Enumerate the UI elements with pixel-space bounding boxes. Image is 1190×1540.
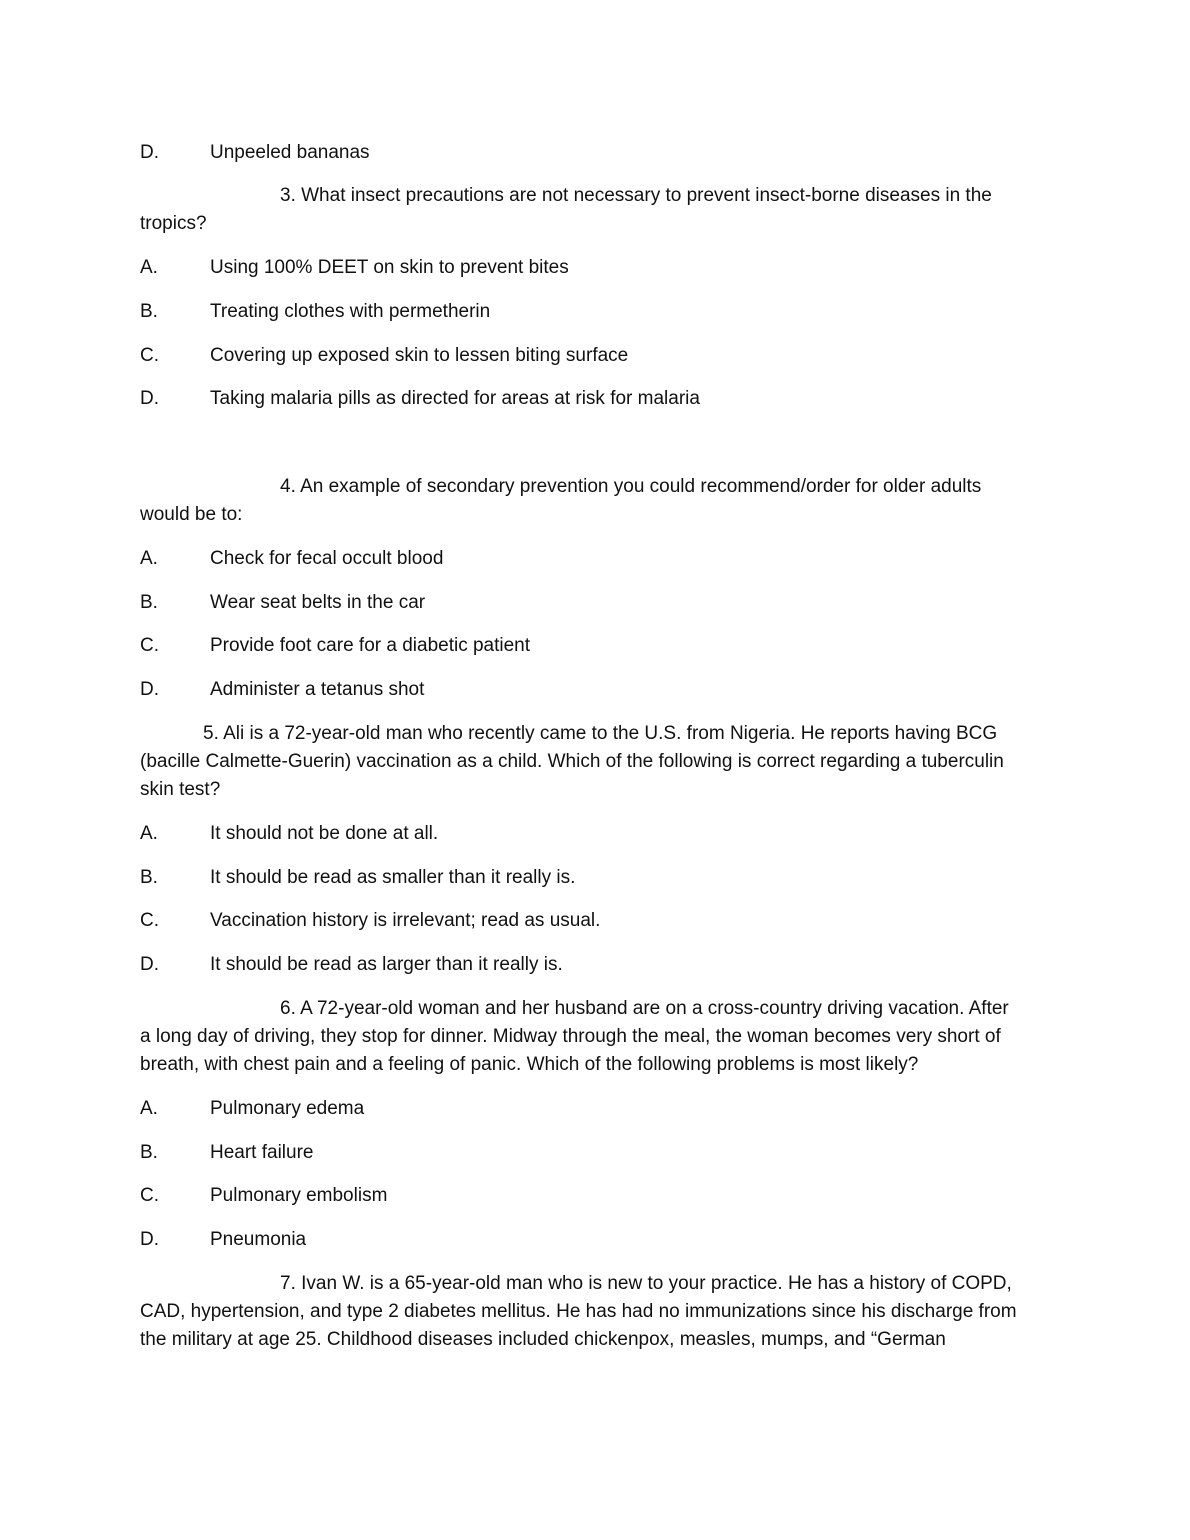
question-text: 5. Ali is a 72-year-old man who recently came to the U.S. from Nigeria. He reports having BCG: [203, 723, 998, 744]
option-letter: B.: [140, 301, 158, 322]
option-text: Administer a tetanus shot: [210, 679, 425, 700]
option-text: It should be read as smaller than it really is.: [210, 867, 576, 888]
question-text: 7. Ivan W. is a 65-year-old man who is new to your practice. He has a history of COPD,: [280, 1273, 1012, 1294]
option-text: Pneumonia: [210, 1229, 307, 1250]
option-letter: D.: [140, 679, 159, 700]
option-text: Taking malaria pills as directed for areas at risk for malaria: [210, 388, 700, 409]
option-text: It should be read as larger than it really is.: [210, 954, 563, 975]
option-letter: C.: [140, 635, 159, 656]
question-text: skin test?: [140, 779, 221, 800]
option-text: Unpeeled bananas: [210, 142, 370, 163]
option-text: Covering up exposed skin to lessen biting surface: [210, 345, 629, 366]
option-text: Vaccination history is irrelevant; read as usual.: [210, 910, 601, 931]
option-text: Treating clothes with permetherin: [210, 301, 491, 322]
option-letter: A.: [140, 1098, 158, 1119]
option-letter: B.: [140, 592, 158, 613]
question-text: 3. What insect precautions are not necessary to prevent insect-borne diseases in the: [280, 185, 992, 206]
option-letter: C.: [140, 910, 159, 931]
option-letter: C.: [140, 1185, 159, 1206]
option-text: Check for fecal occult blood: [210, 548, 444, 569]
option-letter: D.: [140, 142, 159, 163]
option-text: Provide foot care for a diabetic patient: [210, 635, 531, 656]
option-letter: A.: [140, 257, 158, 278]
question-text: 6. A 72-year-old woman and her husband are on a cross-country driving vacation. After: [280, 998, 1009, 1019]
option-text: Wear seat belts in the car: [210, 592, 426, 613]
question-text: breath, with chest pain and a feeling of panic. Which of the following problems is most likely?: [140, 1054, 919, 1075]
option-text: Using 100% DEET on skin to prevent bites: [210, 257, 569, 278]
option-letter: B.: [140, 867, 158, 888]
option-letter: A.: [140, 823, 158, 844]
option-text: Pulmonary edema: [210, 1098, 365, 1119]
question-text: (bacille Calmette-Guerin) vaccination as a child. Which of the following is correct regarding a tuberculin: [140, 751, 1004, 772]
option-letter: D.: [140, 388, 159, 409]
question-text: a long day of driving, they stop for dinner. Midway through the meal, the woman becomes very short of: [140, 1026, 1001, 1047]
option-text: Pulmonary embolism: [210, 1185, 388, 1206]
option-letter: D.: [140, 954, 159, 975]
option-letter: B.: [140, 1142, 158, 1163]
question-text: CAD, hypertension, and type 2 diabetes mellitus. He has had no immunizations since his discharge from: [140, 1301, 1017, 1322]
question-text: the military at age 25. Childhood diseases included chickenpox, measles, mumps, and “German: [140, 1329, 946, 1350]
option-letter: C.: [140, 345, 159, 366]
question-text: 4. An example of secondary prevention you could recommend/order for older adults: [280, 476, 982, 497]
question-text: would be to:: [140, 504, 243, 525]
option-letter: A.: [140, 548, 158, 569]
question-text: tropics?: [140, 213, 207, 234]
option-text: It should not be done at all.: [210, 823, 439, 844]
option-letter: D.: [140, 1229, 159, 1250]
option-text: Heart failure: [210, 1142, 314, 1163]
